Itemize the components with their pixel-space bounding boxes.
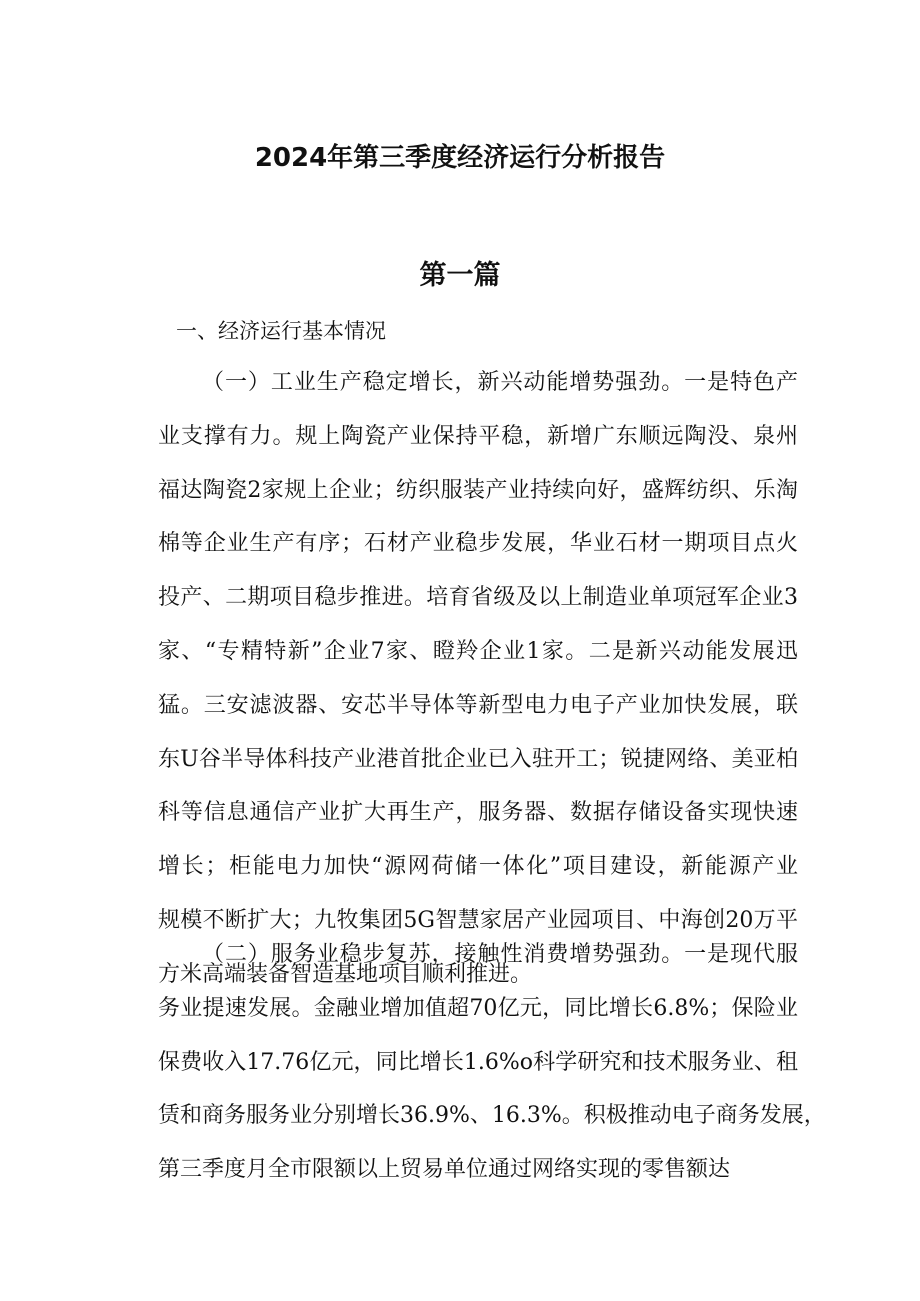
paragraph-services xyxy=(158,928,826,1197)
paragraph-line: 务业提速发展。金融业增加值超70亿元，同比增长6.8%；保险业 xyxy=(158,995,798,1021)
paragraph-line: 规模不断扩大；九牧集团5G智慧家居产业园项目、中海创20万平 xyxy=(158,907,798,933)
paragraph-line: （一）工业生产稳定增长，新兴动能增势强劲。一是特色产 xyxy=(202,370,798,395)
paragraph-line: 保费收入17.76亿元，同比增长1.6%o科学研究和技术服务业、租 xyxy=(158,1049,798,1075)
paragraph-line: （二）服务业稳步复苏，接触性消费增势强劲。一是现代服 xyxy=(202,942,798,967)
paragraph-line: 家、“专精特新”企业7家、瞪羚企业1家。二是新兴动能发展迅 xyxy=(158,638,798,664)
paragraph-line: 赁和商务服务业分别增长36.9%、16.3%。积极推动电子商务发展， xyxy=(158,1103,826,1129)
chapter-title: 第一篇 xyxy=(419,260,501,291)
paragraph-line: 业支撑有力。规上陶瓷产业保持平稳，新增广东顺远陶没、泉州 xyxy=(158,423,798,449)
paragraph-line: 第三季度月全市限额以上贸易单位通过网络实现的零售额达 xyxy=(158,1157,731,1183)
paragraph-line: 方米高端装备智造基地项目顺利推进。 xyxy=(158,961,533,987)
paragraph-line: 猛。三安滤波器、安芯半导体等新型电力电子产业加快发展，联 xyxy=(158,692,798,718)
document-title: 2024年第三季度经济运行分析报告 xyxy=(254,143,666,173)
paragraph-line: 东U谷半导体科技产业港首批企业已入驻开工；锐捷网络、美亚柏 xyxy=(158,746,798,772)
paragraph-line: 投产、二期项目稳步推进。培育省级及以上制造业单项冠军企业3 xyxy=(158,585,798,611)
paragraph-line: 棉等企业生产有序；石材产业稳步发展，华业石材一期项目点火 xyxy=(158,531,798,557)
paragraph-line: 增长；柜能电力加快“源网荷储一体化”项目建设，新能源产业 xyxy=(158,854,798,880)
paragraph-industry xyxy=(158,356,798,1002)
paragraph-line: 福达陶瓷2家规上企业；纺织服装产业持续向好，盛辉纺织、乐淘 xyxy=(158,477,798,503)
paragraph-line: 科等信息通信产业扩大再生产，服务器、数据存储设备实现快速 xyxy=(158,800,798,826)
section-heading: 一、经济运行基本情况 xyxy=(176,319,386,343)
